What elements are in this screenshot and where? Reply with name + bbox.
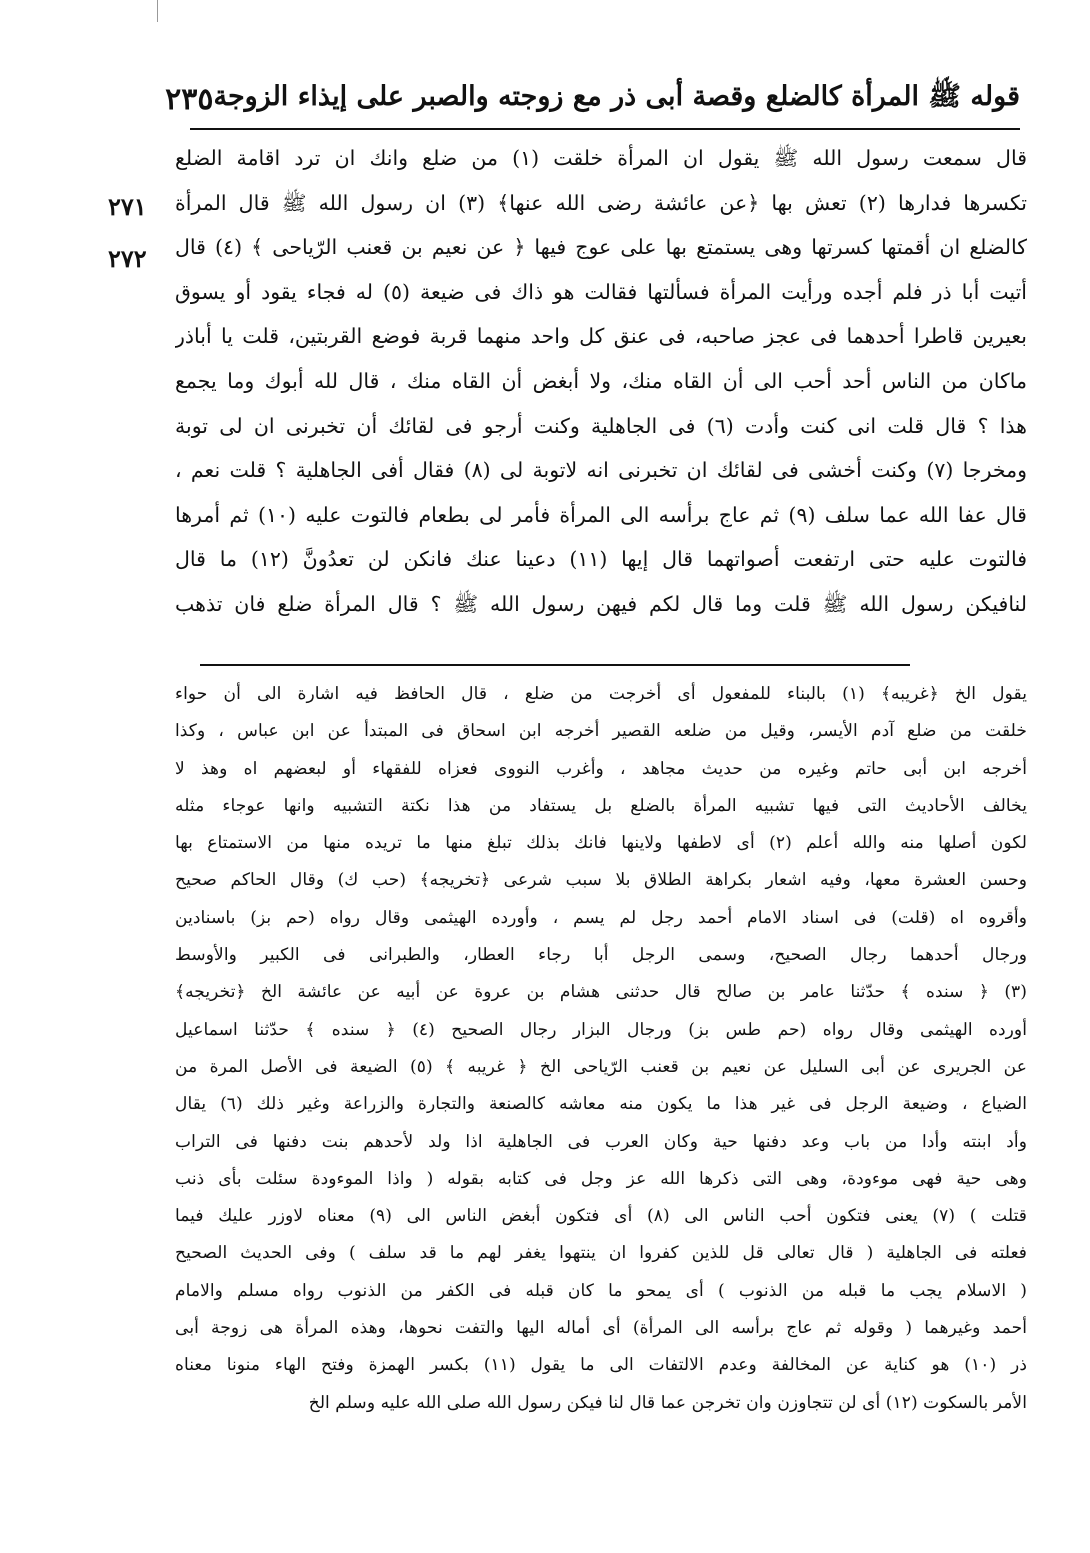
footnote-line: وأقروه اه (قلت) فى اسناد الامام أحمد رجل لم يسم ، وأورده الهيثمى وقال رواه (حم بز) باسنادين: [175, 907, 1027, 928]
text-line: بعيرين قاطرا أحدهما فى عجز صاحبه، فى عنق كل واحد منهما قربة فوضع القربتين، قلت يا أباذر: [175, 324, 1027, 349]
footnote-line: وحسن العشرة معها، وفيه اشعار بكراهة الطلاق بلا سبب شرعى ﴿تخريجه﴾ (حب ك) وقال الحاكم صحيح: [175, 870, 1027, 891]
footnote-line: ذر (١٠) هو كناية عن المخالفة وعدم الالتفات الى ما يقول (١١) بكسر الهمزة وفتح الهاء منونا معناه: [175, 1355, 1027, 1376]
footnote-line: أورده الهيثمى وقال رواه (حم طس بز) ورجال البزار رجال الصحيح (٤) ﴿ سنده ﴾ حدّثنا اسماعيل: [175, 1019, 1027, 1040]
text-line: هذا ؟ قال قلت انى كنت وأدت (٦) فى الجاهلية وكنت أرجو فى لقائك أن تخبرنى ان لى توبة: [175, 413, 1027, 438]
text-line: ومخرجا (٧) وكنت أخشى فى لقائك ان تخبرنى انه لاتوبة لى (٨) فقال أفى الجاهلية ؟ قلت نعم ،: [175, 458, 1027, 483]
page-header: [165, 70, 1020, 130]
text-line: فالتوت عليه حتى ارتفعت أصواتهما قال إيها (١١) دعينا عنك فانكن لن تعدُونَّ (١٢) ما قال: [175, 547, 1027, 572]
footnote-line: وهى حية فهى موءودة، وهى التى ذكرها الله عز وجل فى كتابه بقوله ( واذا الموءودة سئلت بأى ذنب: [175, 1168, 1027, 1189]
text-line: تكسرها فدارها (٢) تعش بها ﴿عن عائشة رضى الله عنها﴾ (٣) ان رسول الله ﷺ قال المرأة: [175, 190, 1027, 215]
footnote-line: الأمر بالسكوت (١٢) أى لن تتجاوزن وان تخرجن عما قال لنا فيكن رسول الله صلى الله عليه وسلم الخ: [308, 1392, 1027, 1413]
page-number: ٢٣٥: [165, 81, 214, 117]
text-line: كالضلع ان أقمتها كسرتها وهى يستمتع بها على عوج فيها ﴿ عن نعيم بن قعنب الرّياحى ﴾ (٤) قال: [175, 235, 1027, 260]
footnote-line: يقول الخ ﴿غريبه﴾ (١) بالبناء للمفعول أى أخرجت من ضلع ، قال الحافظ فيه اشارة الى أن حواء: [175, 684, 1027, 704]
hadith-number: ٢٧٢: [108, 244, 147, 273]
footnote-line: لكون أصلها منه والله أعلم (٢) أى لاطفها ولاينها فانك بذلك تبلغ منها ما تريده منها من الاستمتاع بها: [175, 833, 1027, 854]
footnote-line: ( الاسلام يجب ما قبله من الذنوب ) أى يمحو ما كان قبله فى الكفر من الذنوب رواه مسلم والامام: [175, 1280, 1027, 1301]
footnote-line: قتلت ) (٧) يعنى فتكون أحب الناس الى (٨) أى فتكون أبغض الناس الى (٩) معناه لاوزر عليك فيما: [175, 1206, 1027, 1227]
running-title: قوله ﷺ المرأة كالضلع وقصة أبى ذر مع زوجته والصبر على إيذاء الزوجة: [213, 81, 1020, 112]
scan-mark: [157, 0, 158, 22]
footnote-line: عن الجريرى عن أبى السليل عن نعيم بن قعنب الرّياحى الخ ﴿ غريبه ﴾ (٥) الضيعة فى الأصل المرة من: [175, 1056, 1027, 1077]
footnote-line: خلقت من ضلع آدم الأيسر، وقيل من ضلعه القصير أخرجه ابن اسحاق فى المبتدأ عن ابن عباس ، وكذا: [175, 721, 1027, 742]
footnote-line: فعلته فى الجاهلية ( قال تعالى قل للذين كفروا ان ينتهوا يغفر لهم ما قد سلف ) وفى الحديث الصحيح: [175, 1243, 1027, 1264]
footnote-line: أحمد وغيرهما ( وقوله ثم عاج برأسه الى المرأة) أى أماله اليها والتفت نحوها، وهذه المرأة هى زوجة أبى: [175, 1318, 1027, 1339]
footnote-line: الضياع ، وضيعة الرجل فى غير هذا ما يكون منه معاشه كالصنعة والتجارة والزراعة وغير ذلك (٦) يقال: [175, 1094, 1027, 1115]
text-line: قال عفا الله عما سلف (٩) ثم عاج برأسه الى المرأة فأمر لى بطعام فالتوت عليه (١٠) ثم أمرها: [175, 502, 1027, 527]
footnote-line: يخالف الأحاديث التى فيها تشبيه المرأة بالضلع بل يستفاد من هذا نكتة التشبيه وانها عوجاء مثله: [175, 795, 1027, 816]
text-line: ماكان من الناس أحد أحب الى أن القاه منك، ولا أبغض أن القاه منك ، قال لله أبوك وما يجمع: [175, 368, 1027, 393]
footnotes: [175, 676, 1027, 1422]
footnote-line: أخرجه ابن أبى حاتم وغيره من حديث مجاهد ، وأغرب النووى فعزاه للفقهاء أو لبعضهم اه وهذ لا: [175, 758, 1027, 779]
footnote-line: وأد ابنته وأدا من باب وعد دفنها حية وكان العرب فى الجاهلية اذا ولد لأحدهم بنت دفنها فى التراب: [175, 1131, 1027, 1152]
text-line: لنافيكن رسول الله ﷺ قلت وما قال لكم فيهن رسول الله ﷺ ؟ قال المرأة ضلع فان تذهب: [175, 591, 1027, 616]
footnote-divider: [200, 664, 910, 666]
text-line: قال سمعت رسول الله ﷺ يقول ان المرأة خلقت (١) من ضلع وانك ان ترد اقامة الضلع: [175, 146, 1027, 170]
footnote-line: ورجال أحدهما رجال الصحيح، وسمى الرجل أبا رجاء العطار، والطبرانى فى الكبير والأوسط: [175, 945, 1027, 966]
main-text: [175, 136, 1027, 627]
footnote-line: (٣) ﴿ سنده ﴾ حدّثنا عامر بن صالح قال حدثنى هشام بن عروة عن أبيه عن عائشة الخ ﴿تخريجه﴾: [175, 982, 1027, 1003]
hadith-number: ٢٧١: [108, 192, 147, 221]
text-line: أتيت أبا ذر فلم أجده ورأيت المرأة فسألتها فقالت هو ذاك فى ضيعة (٥) له فجاء يقود أو يسوق: [175, 279, 1027, 304]
